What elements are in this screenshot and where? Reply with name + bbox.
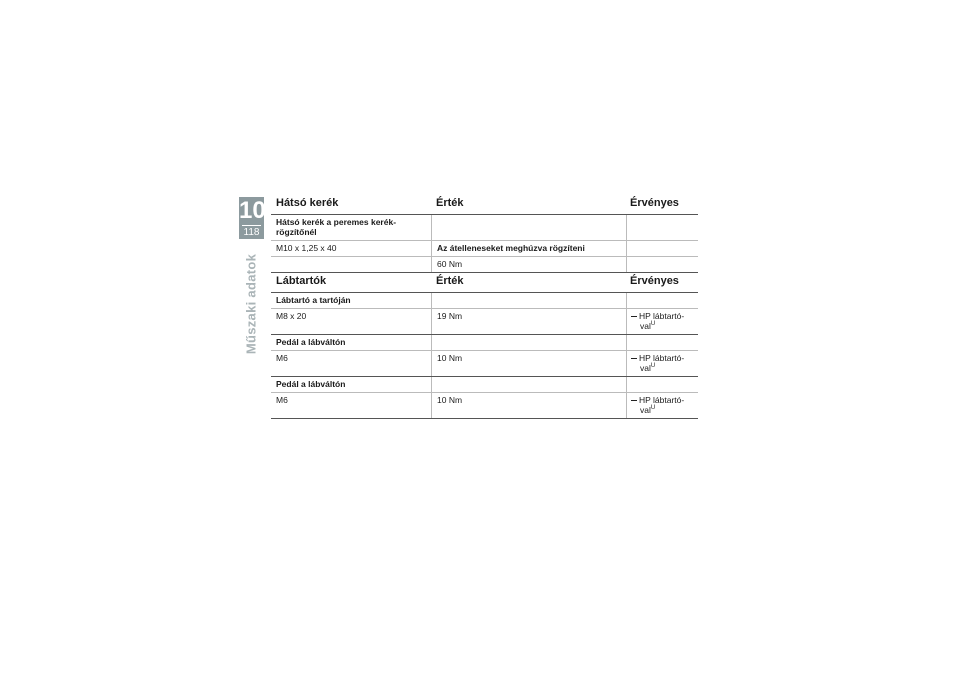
table-row [271,215,698,241]
validity-text: HP lábtartó- [639,395,685,405]
table-row [271,351,698,377]
table-cell: M6 [276,395,288,405]
header-cell: Érték [436,275,464,287]
table-cell [626,377,698,392]
table-cell [431,335,626,350]
section-title: Pedál a lábváltón [276,379,346,389]
rear-wheel-table [271,192,698,273]
table-cell: 10 Nm [431,351,626,376]
dash-icon [631,400,637,401]
table-cell: Az átelleneseket meghúzva rögzíteni [431,241,626,256]
dash-icon [631,316,637,317]
table-cell: 19 Nm [431,309,626,334]
dash-icon [631,358,637,359]
validity-text: val [640,321,651,331]
validity-superscript: U [650,321,656,328]
table-cell [626,215,698,240]
validity-cell [626,393,698,418]
validity-cell [626,351,698,376]
table-row [271,393,698,419]
footrest-table [271,270,698,419]
header-cell: Lábtartók [276,275,327,287]
header-cell: Érvényes [630,275,679,287]
table-cell [626,293,698,308]
table-cell: 60 Nm [431,257,626,272]
validity-cell [626,309,698,334]
header-cell: Érvényes [630,197,679,209]
chapter-title: Műszaki adatok [243,253,259,355]
table-row [271,377,698,393]
table-row [271,309,698,335]
page-number: 118 [243,227,260,238]
chapter-tab [239,197,264,239]
chapter-number: 10 [239,197,266,224]
table-row [271,241,698,257]
validity-text: val [640,405,651,415]
table-cell: Hátsó kerék a peremes kerék-rögzítőnél [276,217,397,237]
table-cell: M8 x 20 [276,311,307,321]
validity-superscript: U [650,405,656,412]
table-cell [626,335,698,350]
table-cell [626,241,698,256]
section-title: Lábtartó a tartóján [276,295,351,305]
header-cell: Hátsó kerék [276,197,339,209]
validity-text: HP lábtartó- [639,311,685,321]
table-cell [431,215,626,240]
table-cell [431,293,626,308]
table-cell: 10 Nm [431,393,626,418]
table-header [271,270,698,293]
table-row [271,335,698,351]
table-cell [431,377,626,392]
table-row [271,293,698,309]
table-header [271,192,698,215]
section-title: Pedál a lábváltón [276,337,346,347]
table-cell: M6 [276,353,288,363]
table-cell: M10 x 1,25 x 40 [276,243,337,253]
validity-superscript: U [650,363,656,370]
validity-text: val [640,363,651,373]
header-cell: Érték [436,197,464,209]
validity-text: HP lábtartó- [639,353,685,363]
